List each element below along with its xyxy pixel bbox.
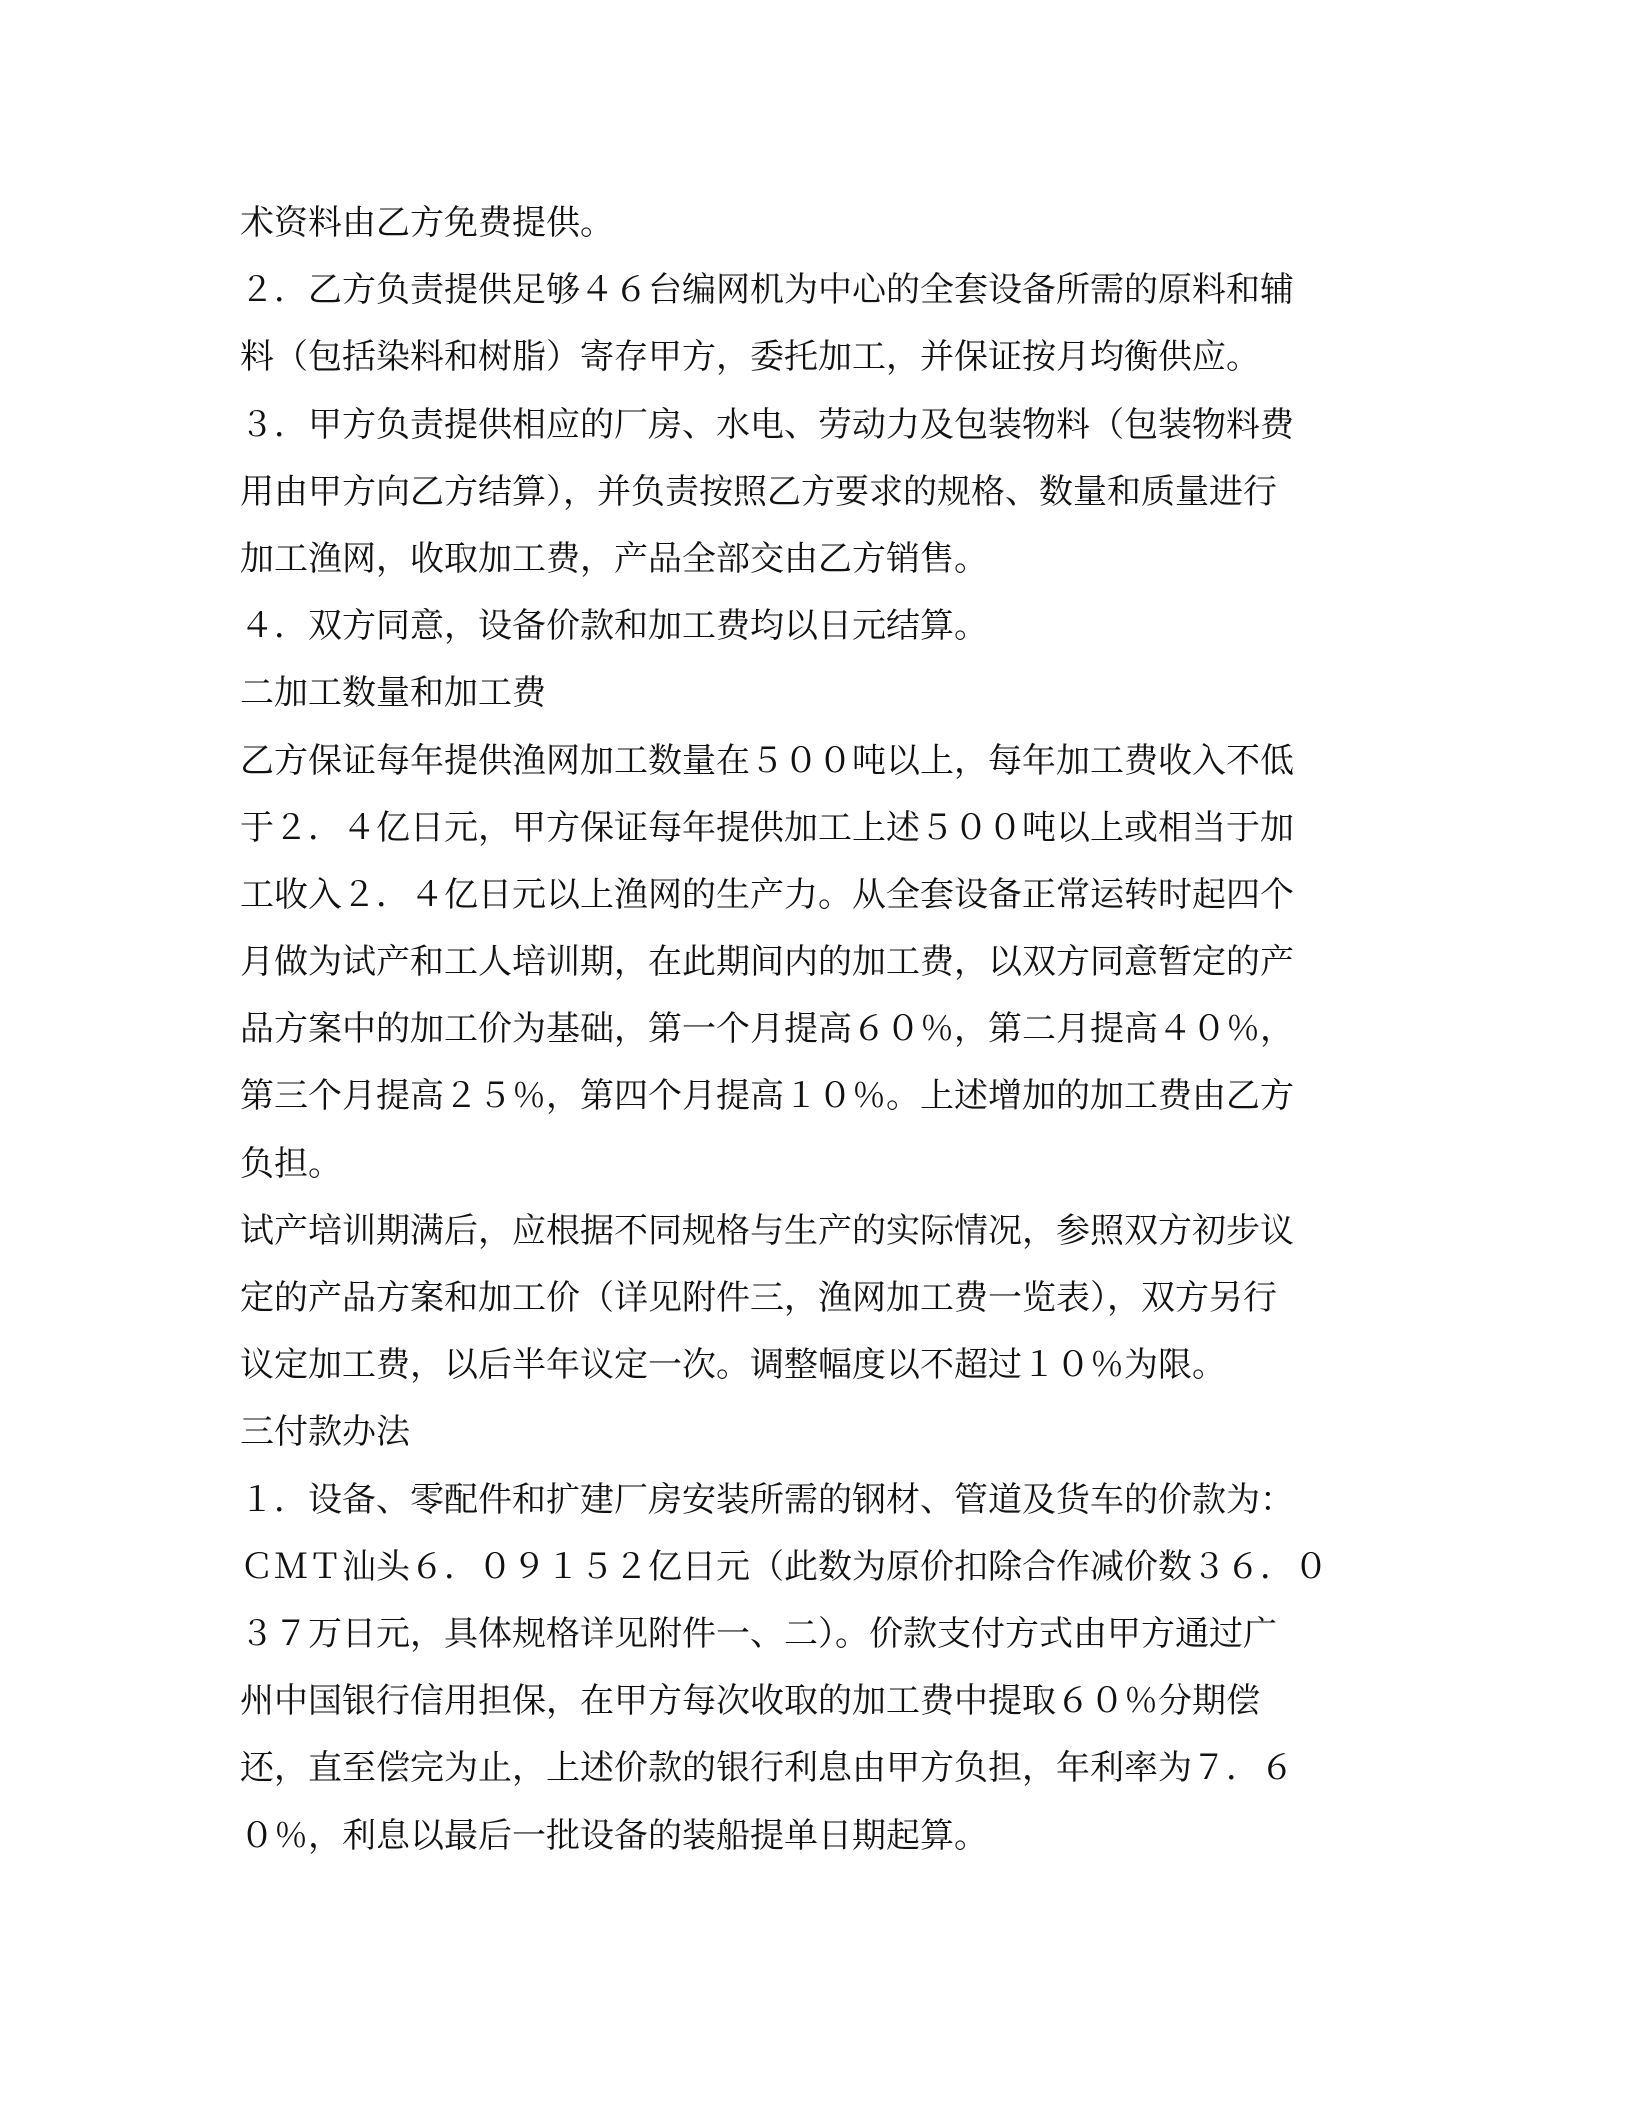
text-line: 议定加工费，以后半年议定一次。调整幅度以不超过１０％为限。 bbox=[240, 1345, 1226, 1386]
text-line: 第三个月提高２５％，第四个月提高１０％。上述增加的加工费由乙方 bbox=[240, 1076, 1294, 1117]
section-heading: 二加工数量和加工费 bbox=[240, 673, 546, 714]
text-line: 乙方保证每年提供渔网加工数量在５００吨以上，每年加工费收入不低 bbox=[240, 740, 1294, 781]
section-heading: 三付款办法 bbox=[240, 1412, 410, 1453]
text-line: ４．双方同意，设备价款和加工费均以日元结算。 bbox=[240, 606, 988, 647]
contract-text bbox=[240, 190, 1400, 1870]
text-line: 料（包括染料和树脂）寄存甲方，委托加工，并保证按月均衡供应。 bbox=[240, 337, 1260, 378]
text-line: 还，直至偿完为止，上述价款的银行利息由甲方负担，年利率为７．６ bbox=[240, 1748, 1294, 1789]
text-line: ０％，利息以最后一批设备的装船提单日期起算。 bbox=[240, 1815, 988, 1856]
text-line: 于２．４亿日元，甲方保证每年提供加工上述５００吨以上或相当于加 bbox=[240, 807, 1294, 848]
text-line: 工收入２．４亿日元以上渔网的生产力。从全套设备正常运转时起四个 bbox=[240, 874, 1294, 915]
text-line: 试产培训期满后，应根据不同规格与生产的实际情况，参照双方初步议 bbox=[240, 1210, 1294, 1251]
text-line: 月做为试产和工人培训期，在此期间内的加工费，以双方同意暂定的产 bbox=[240, 942, 1294, 983]
text-line: 品方案中的加工价为基础，第一个月提高６０％，第二月提高４０％， bbox=[240, 1009, 1294, 1050]
text-line: ＣＭＴ汕头６．０９１５２亿日元（此数为原价扣除合作减价数３６．０ bbox=[240, 1546, 1328, 1587]
text-line: 加工渔网，收取加工费，产品全部交由乙方销售。 bbox=[240, 538, 988, 579]
text-line: 用由甲方向乙方结算），并负责按照乙方要求的规格、数量和质量进行 bbox=[240, 471, 1277, 512]
text-line: 术资料由乙方免费提供。 bbox=[240, 203, 614, 243]
text-line: 定的产品方案和加工价（详见附件三，渔网加工费一览表），双方另行 bbox=[240, 1278, 1277, 1318]
text-line: ２．乙方负责提供足够４６台编网机为中心的全套设备所需的原料和辅 bbox=[240, 270, 1294, 311]
text-line: ３７万日元，具体规格详见附件一、二）。价款支付方式由甲方通过广 bbox=[240, 1613, 1277, 1654]
text-line: 州中国银行信用担保，在甲方每次收取的加工费中提取６０％分期偿 bbox=[240, 1681, 1260, 1722]
text-line: ３．甲方负责提供相应的厂房、水电、劳动力及包装物料（包装物料费 bbox=[240, 404, 1294, 445]
text-line: 负担。 bbox=[240, 1143, 342, 1184]
text-line: １．设备、零配件和扩建厂房安装所需的钢材、管道及货车的价款为： bbox=[240, 1479, 1294, 1520]
